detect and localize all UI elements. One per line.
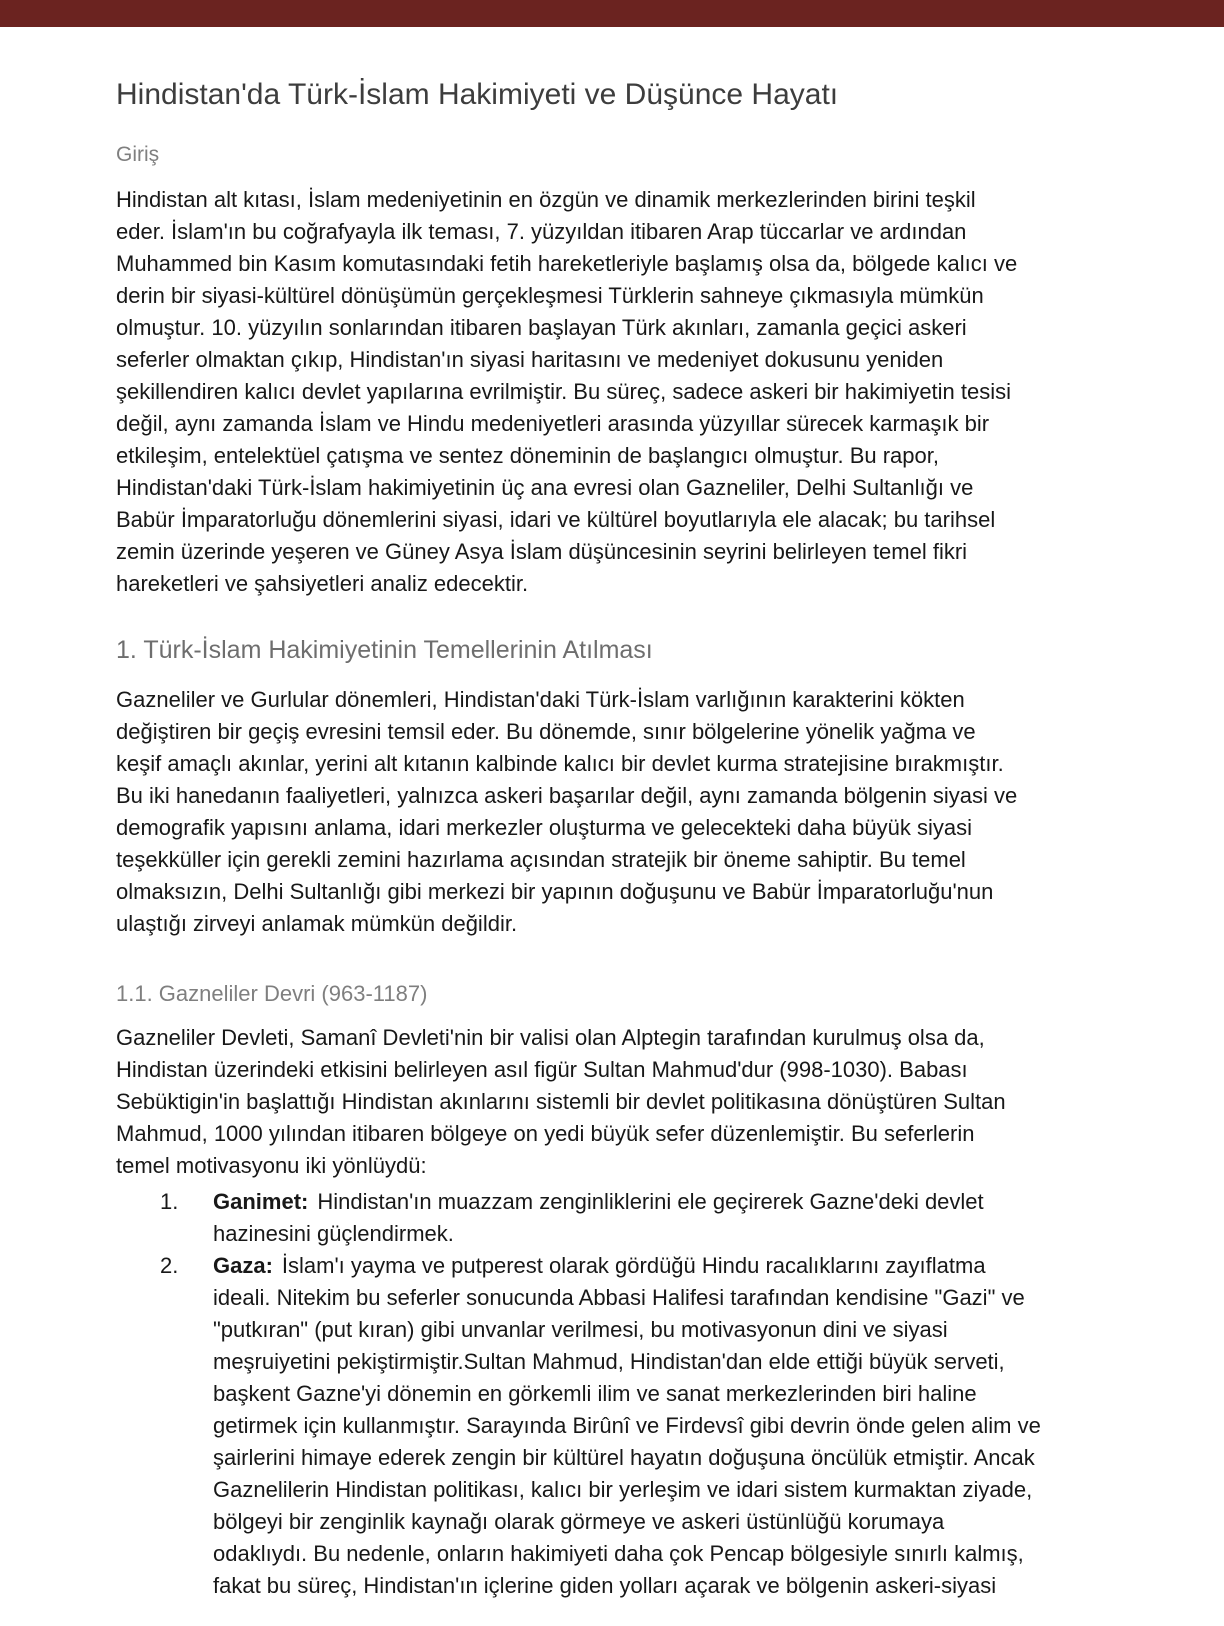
text-line: getirmek için kullanmıştır. Sarayında Birûnî ve Firdevsî gibi devrin önde gelen alim ve bbox=[213, 1413, 1041, 1438]
text-line: Babür İmparatorluğu dönemlerini siyasi, idari ve kültürel boyutlarıyla ele alacak; bu tarihsel bbox=[116, 507, 996, 532]
text-line: ulaştığı zirveyi anlamak mümkün değildir. bbox=[116, 911, 518, 936]
document-title: Hindistan'da Türk-İslam Hakimiyeti ve Düşünce Hayatı bbox=[116, 78, 839, 111]
text-line: etkileşim, entelektüel çatışma ve sentez döneminin de başlangıcı olmuştur. Bu rapor, bbox=[116, 443, 939, 468]
heading-section-1: 1. Türk-İslam Hakimiyetinin Temellerinin Atılması bbox=[116, 636, 653, 664]
window-top-bar bbox=[0, 0, 1224, 27]
text-line: Hindistan'daki Türk-İslam hakimiyetinin üç ana evresi olan Gazneliler, Delhi Sultanlığı ve bbox=[116, 475, 974, 500]
list-item bbox=[116, 1186, 1124, 1250]
text-line: hareketleri ve şahsiyetleri analiz edecektir. bbox=[116, 571, 529, 596]
text-line: Ganimet: Hindistan'ın muazzam zenginliklerini ele geçirerek Gazne'deki devlet bbox=[213, 1189, 984, 1214]
text-line: başkent Gazne'yi dönemin en görkemli ilim ve sanat merkezlerinden biri haline bbox=[213, 1381, 977, 1406]
text-line: seferler olmaktan çıkıp, Hindistan'ın siyasi haritasını ve medeniyet dokusunu yeniden bbox=[116, 347, 944, 372]
text-line: ideali. Nitekim bu seferler sonucunda Abbasi Halifesi tarafından kendisine "Gazi" ve bbox=[213, 1285, 1025, 1310]
text-line: odaklıydı. Bu nedenle, onların hakimiyeti daha çok Pencap bölgesiyle sınırlı kalmış, bbox=[213, 1541, 1024, 1566]
text-line: Gaznelilerin Hindistan politikası, kalıcı bir yerleşim ve idari sistem kurmaktan ziyade, bbox=[213, 1477, 1033, 1502]
text-line: keşif amaçlı akınlar, yerini alt kıtanın kalbinde kalıcı bir devlet kurma stratejisine bırakmıştır. bbox=[116, 751, 1004, 776]
text-line: Gazneliler Devleti, Samanî Devleti'nin bir valisi olan Alptegin tarafından kurulmuş olsa da, bbox=[116, 1025, 985, 1050]
text-line: Gaza: İslam'ı yayma ve putperest olarak gördüğü Hindu racalıklarını zayıflatma bbox=[213, 1253, 986, 1278]
text-line: olmuştur. 10. yüzyılın sonlarından itibaren başlayan Türk akınları, zamanla geçici askeri bbox=[116, 315, 967, 340]
text-line: değil, aynı zamanda İslam ve Hindu medeniyetleri arasında yüzyıllar sürecek karmaşık bir bbox=[116, 411, 990, 436]
list-item-number: 1. bbox=[160, 1189, 179, 1214]
text-line: zemin üzerinde yeşeren ve Güney Asya İslam düşüncesinin seyrini belirleyen temel fikri bbox=[116, 539, 968, 564]
document-page bbox=[0, 27, 1224, 1602]
text-line: teşekküller için gerekli zemini hazırlama açısından stratejik bir öneme sahiptir. Bu temel bbox=[116, 847, 966, 872]
section-1-1-paragraph bbox=[116, 1022, 1124, 1182]
intro-paragraph bbox=[116, 184, 1124, 600]
text-line: Hindistan üzerindeki etkisini belirleyen asıl figür Sultan Mahmud'dur (998-1030). Babası bbox=[116, 1057, 968, 1082]
heading-section-1-1: 1.1. Gazneliler Devri (963-1187) bbox=[116, 981, 428, 1006]
text-line: "putkıran" (put kıran) gibi unvanlar verilmesi, bu motivasyonun dini ve siyasi bbox=[213, 1317, 948, 1342]
text-line: Sebüktigin'in başlattığı Hindistan akınlarını sistemli bir devlet politikasına dönüştüren Sultan bbox=[116, 1089, 1006, 1114]
list-item bbox=[116, 1250, 1124, 1602]
text-line: demografik yapısını anlama, idari merkezler oluşturma ve gelecekteki daha büyük siyasi bbox=[116, 815, 972, 840]
text-line: Muhammed bin Kasım komutasındaki fetih hareketleriyle başlamış olsa da, bölgede kalıcı ve bbox=[116, 251, 1018, 276]
text-line: şairlerini himaye ederek zengin bir kültürel hayatın doğuşuna öncülük etmiştir. Ancak bbox=[213, 1445, 1035, 1470]
section-1-paragraph bbox=[116, 684, 1124, 940]
text-line: temel motivasyonu iki yönlüydü: bbox=[116, 1153, 427, 1178]
text-line: fakat bu süreç, Hindistan'ın içlerine giden yolları açarak ve bölgenin askeri-siyasi bbox=[213, 1573, 997, 1598]
heading-giris: Giriş bbox=[116, 143, 160, 166]
list-item-label: Gaza: bbox=[213, 1253, 273, 1278]
text-line: Hindistan alt kıtası, İslam medeniyetinin en özgün ve dinamik merkezlerinden birini teşkil bbox=[116, 187, 976, 212]
text-line: Gazneliler ve Gurlular dönemleri, Hindistan'daki Türk-İslam varlığının karakterini kökten bbox=[116, 687, 965, 712]
text-line: bölgeyi bir zenginlik kaynağı olarak görmeye ve askeri üstünlüğü korumaya bbox=[213, 1509, 945, 1534]
text-line: meşruiyetini pekiştirmiştir.Sultan Mahmud, Hindistan'dan elde ettiği büyük serveti, bbox=[213, 1349, 1005, 1374]
motivation-numbered-list bbox=[116, 1186, 1124, 1602]
text-line: şekillendiren kalıcı devlet yapılarına evrilmiştir. Bu süreç, sadece askeri bir hakimiyetin tesisi bbox=[116, 379, 1012, 404]
text-line: Bu iki hanedanın faaliyetleri, yalnızca askeri başarılar değil, aynı zamanda bölgenin siyasi ve bbox=[116, 783, 1018, 808]
list-item-number: 2. bbox=[160, 1253, 179, 1278]
list-item-label: Ganimet: bbox=[213, 1189, 309, 1214]
text-line: değiştiren bir geçiş evresini temsil eder. Bu dönemde, sınır bölgelerine yönelik yağma ve bbox=[116, 719, 976, 744]
text-line: Mahmud, 1000 yılından itibaren bölgeye on yedi büyük sefer düzenlemiştir. Bu seferlerin bbox=[116, 1121, 975, 1146]
text-line: eder. İslam'ın bu coğrafyayla ilk teması, 7. yüzyıldan itibaren Arap tüccarlar ve ardından bbox=[116, 219, 967, 244]
text-line: derin bir siyasi-kültürel dönüşümün gerçekleşmesi Türklerin sahneye çıkmasıyla mümkün bbox=[116, 283, 984, 308]
text-line: hazinesini güçlendirmek. bbox=[213, 1221, 454, 1246]
text-line: olmaksızın, Delhi Sultanlığı gibi merkezi bir yapının doğuşunu ve Babür İmparatorluğu'nun bbox=[116, 879, 994, 904]
